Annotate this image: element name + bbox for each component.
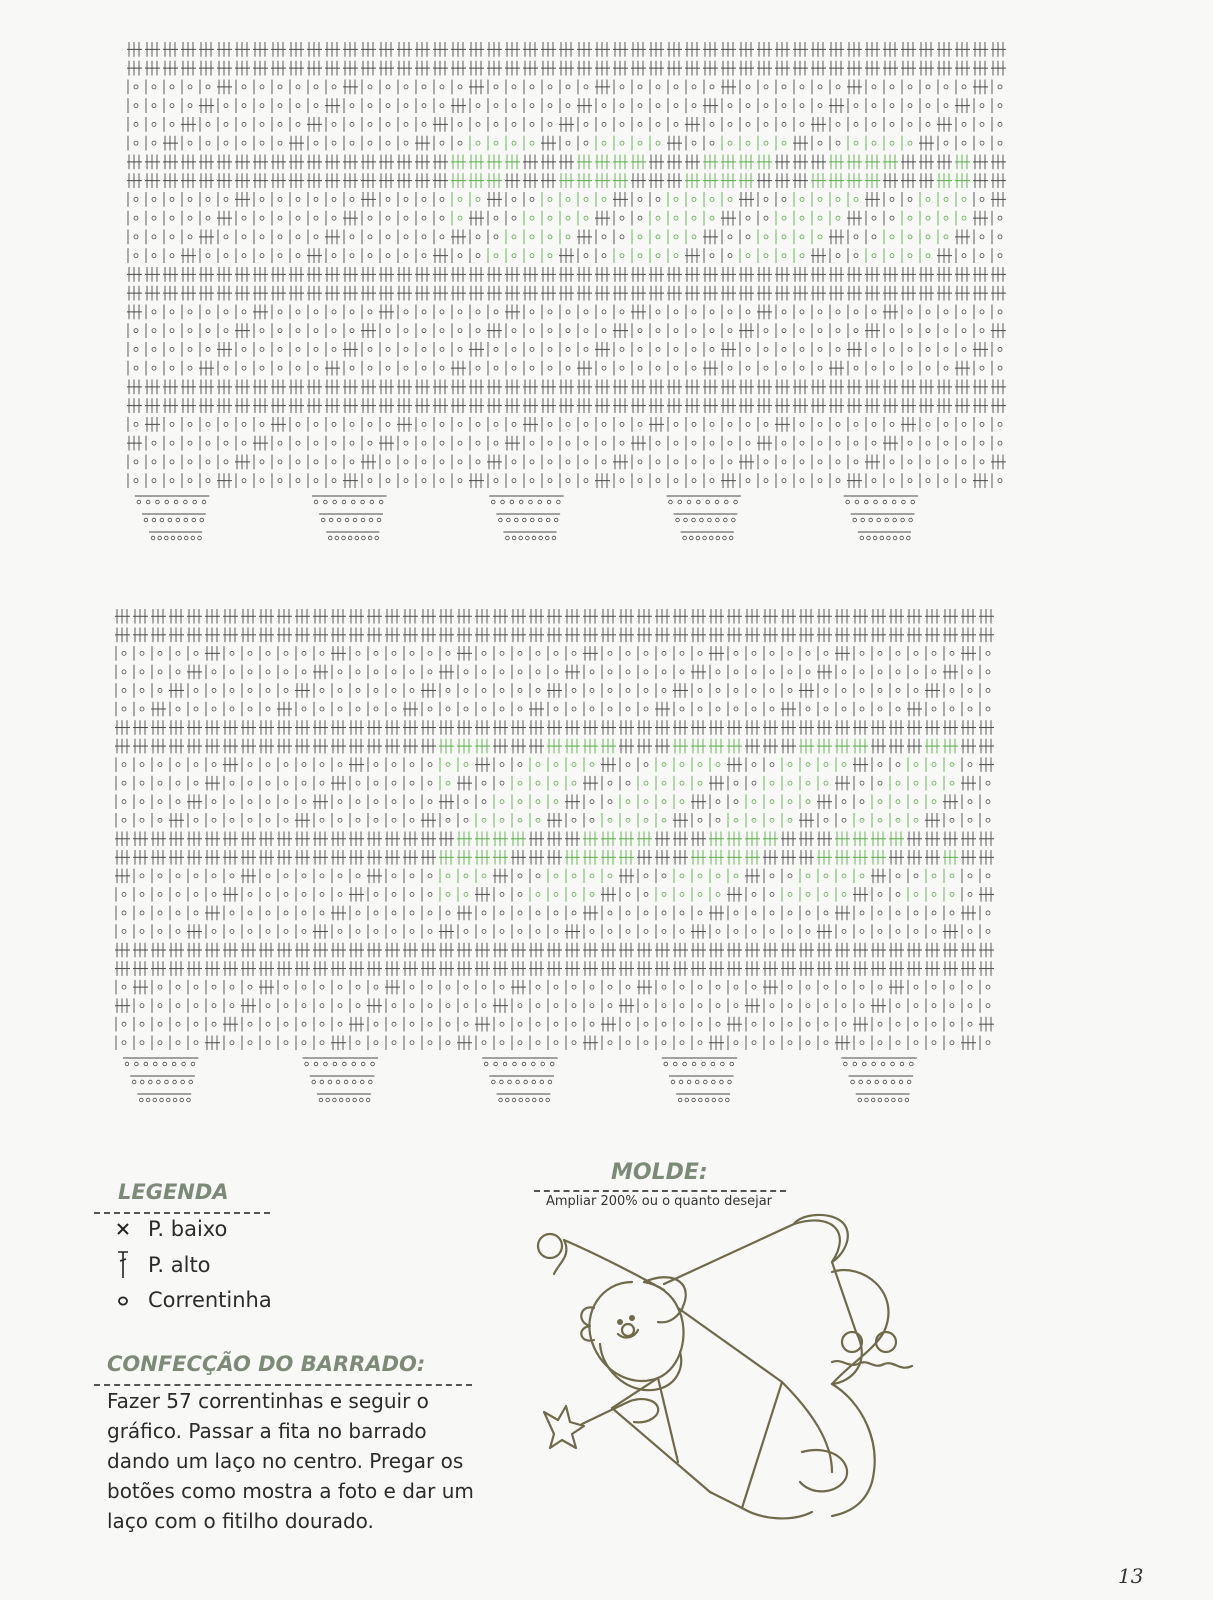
legend-title: LEGENDA (118, 1180, 229, 1204)
chart-stitches (115, 609, 994, 1102)
molde-note: Ampliar 200% ou o quanto desejar (546, 1194, 773, 1209)
chain-circle-icon (116, 1285, 148, 1315)
legend-item-p-alto (116, 1250, 211, 1280)
chart-stitches (127, 42, 1006, 540)
crochet-chart-bottom (114, 603, 1012, 1118)
confeccao-title: CONFECÇÃO DO BARRADO: (107, 1352, 426, 1376)
legend-label: P. alto (148, 1253, 211, 1277)
legend-label: Correntinha (148, 1288, 272, 1312)
crochet-chart-top (126, 36, 1012, 556)
legend-item-p-baixo (116, 1214, 227, 1244)
crochet-chart-bottom-svg (114, 603, 1012, 1118)
legend-item-correntinha (116, 1285, 272, 1315)
tall-stitch-icon (116, 1250, 148, 1280)
page-number: 13 (1118, 1564, 1144, 1588)
molde-divider (534, 1190, 786, 1192)
legend-label: P. baixo (148, 1217, 228, 1241)
crochet-chart-top-svg (126, 36, 1012, 556)
confeccao-instructions: Fazer 57 correntinhas e seguir o gráfico. Passar a fita no barrado dando um laço no centro. Pregar os botões como mostra a foto e dar um laço com o fitilho dourado. (107, 1389, 474, 1533)
santa-outline-icon (532, 1212, 1080, 1544)
x-mark-icon (116, 1214, 148, 1244)
molde-title: MOLDE: (611, 1160, 708, 1185)
